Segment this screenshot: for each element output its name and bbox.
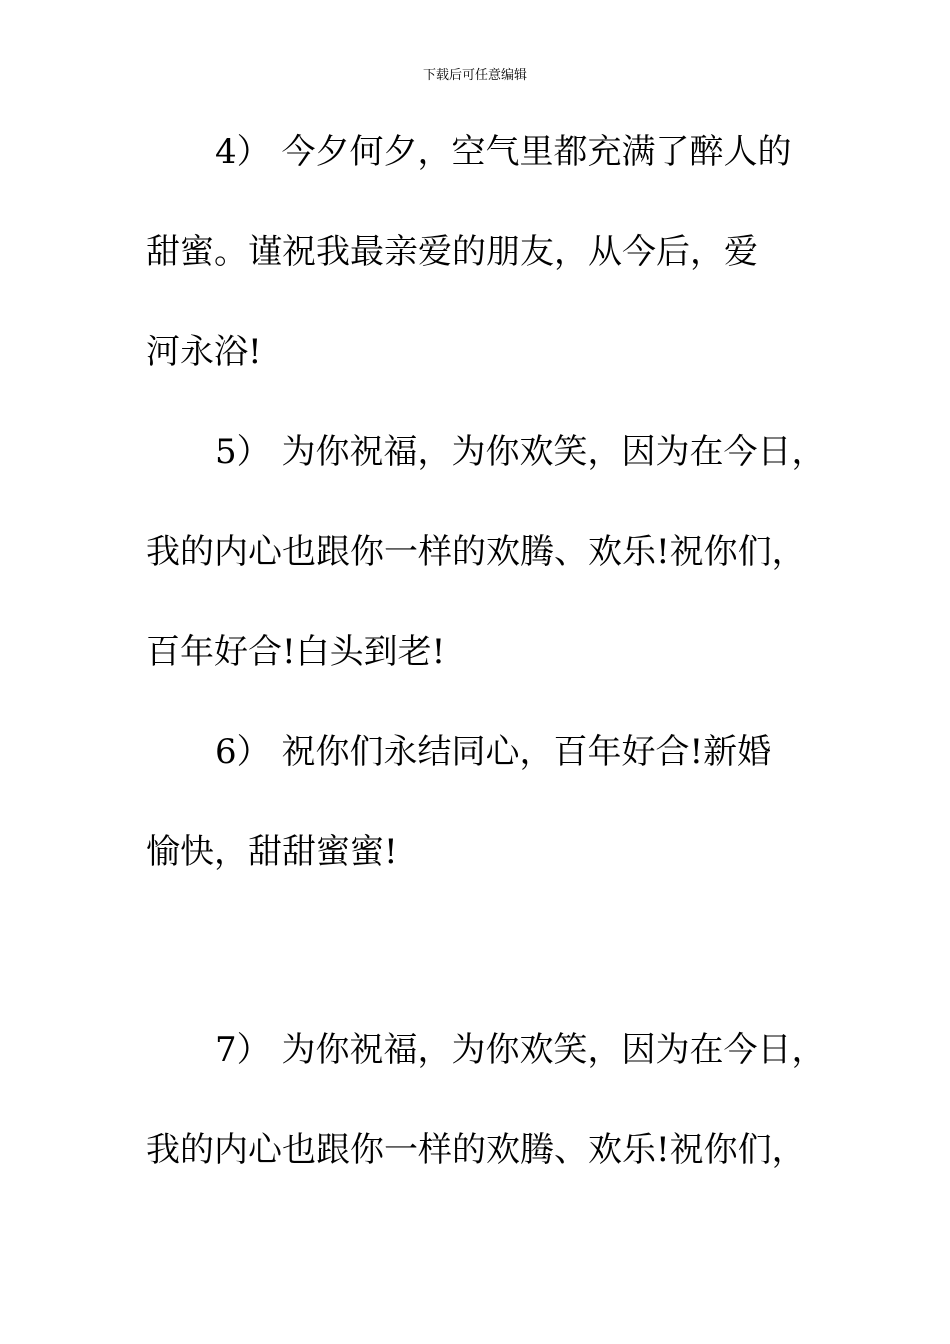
paragraph-7-line-2: 我的内心也跟你一样的欢腾、欢乐!祝你们， bbox=[146, 1130, 806, 1170]
paragraph-7-line-1: 7） 为你祝福，为你欢笑，因为在今日， bbox=[215, 1030, 826, 1070]
paragraph-4-line-1: 4） 今夕何夕，空气里都充满了醉人的 bbox=[215, 132, 792, 172]
paragraph-6-line-1: 6） 祝你们永结同心，百年好合!新婚 bbox=[215, 732, 772, 772]
paragraph-4-line-3: 河永浴! bbox=[146, 332, 262, 372]
paragraph-5-line-2: 我的内心也跟你一样的欢腾、欢乐!祝你们， bbox=[146, 532, 806, 572]
paragraph-5-line-3: 百年好合!白头到老! bbox=[146, 632, 446, 672]
paragraph-6-line-2: 愉快，甜甜蜜蜜! bbox=[146, 832, 398, 872]
paragraph-5-line-1: 5） 为你祝福，为你欢笑，因为在今日， bbox=[215, 432, 826, 472]
header-note: 下载后可任意编辑 bbox=[422, 68, 527, 83]
paragraph-4-line-2: 甜蜜。谨祝我最亲爱的朋友，从今后，爱 bbox=[146, 232, 758, 272]
